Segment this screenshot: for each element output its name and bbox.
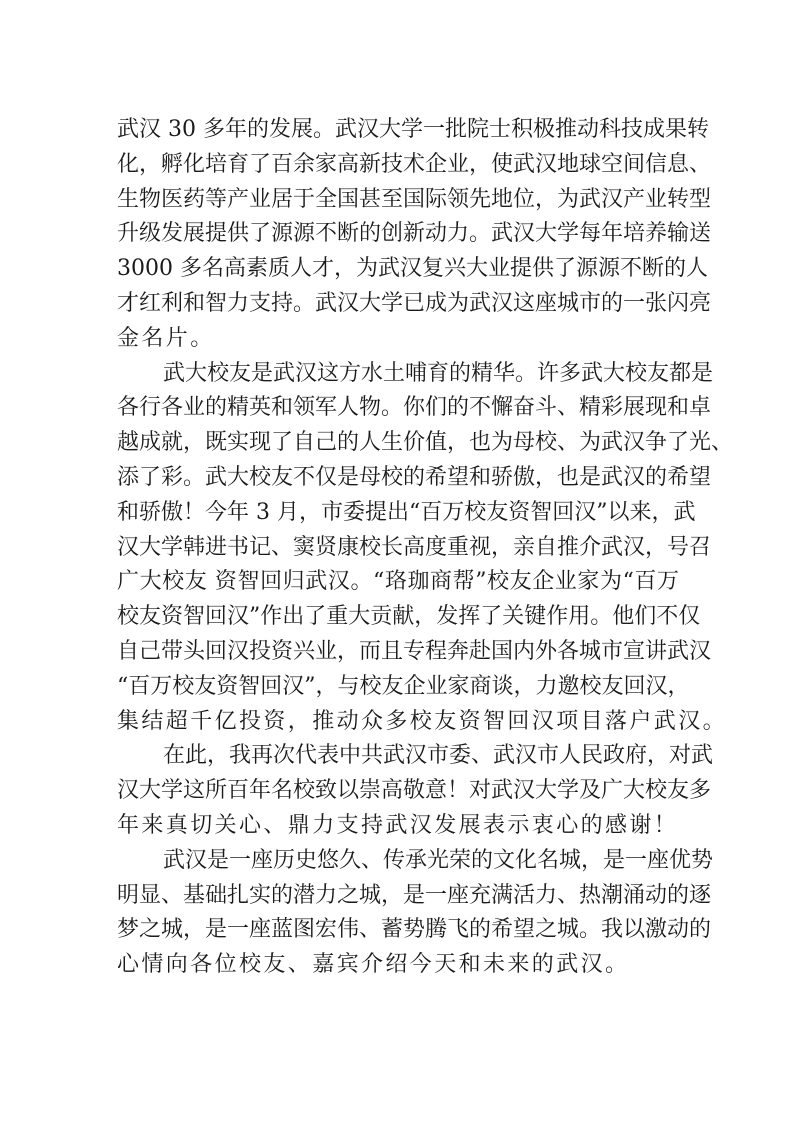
paragraph	[117, 357, 734, 740]
text-line: 越成就，既实现了自己的人生价值，也为母校、为武汉争了光、	[117, 430, 734, 456]
text-line: 武汉是一座历史悠久、传承光荣的文化名城，是一座优势	[163, 847, 714, 873]
document-page	[117, 113, 734, 983]
text-line: 年来真切关心、鼎力支持武汉发展表示衷心的感谢！	[117, 812, 679, 838]
text-line: 自己带头回汉投资兴业，而且专程奔赴国内外各城市宣讲武汉	[117, 638, 712, 664]
text-line: 汉大学这所百年名校致以崇高敬意！对武汉大学及广大校友多	[117, 778, 712, 804]
text-line: 升级发展提供了源源不断的创新动力。武汉大学每年培养输送	[117, 221, 712, 247]
text-line: 添了彩。武大校友不仅是母校的希望和骄傲，也是武汉的希望	[117, 464, 712, 490]
text-line: 才红利和智力支持。武汉大学已成为武汉这座城市的一张闪亮	[117, 290, 712, 316]
text-line: 各行各业的精英和领军人物。你们的不懈奋斗、精彩展现和卓	[117, 395, 712, 421]
text-line: 生物医药等产业居于全国甚至国际领先地位，为武汉产业转型	[117, 186, 712, 212]
text-line: 集结超千亿投资，推动众多校友资智回汉项目落户武汉。	[117, 708, 728, 734]
text-line: 化，孵化培育了百余家高新技术企业，使武汉地球空间信息、	[117, 151, 712, 177]
paragraph	[117, 739, 714, 843]
text-line: 在此，我再次代表中共武汉市委、武汉市人民政府，对武	[163, 743, 714, 769]
paragraph	[117, 113, 712, 357]
paragraph	[117, 844, 714, 983]
text-line: 广大校友 资智回归武汉。“珞珈商帮”校友企业家为“百万	[117, 569, 679, 595]
text-line: 明显、基础扎实的潜力之城，是一座充满活力、热潮涌动的逐	[117, 882, 712, 908]
text-line: 武大校友是武汉这方水土哺育的精华。许多武大校友都是	[163, 360, 714, 386]
text-line: 梦之城，是一座蓝图宏伟、蓄势腾飞的希望之城。我以激动的	[117, 917, 712, 943]
text-line: 汉大学韩进书记、窦贤康校长高度重视，亲自推介武汉，号召	[117, 534, 712, 560]
text-line: 3000 多名高素质人才，为武汉复兴大业提供了源源不断的人	[117, 256, 708, 282]
text-line: 武汉 30 多年的发展。武汉大学一批院士积极推动科技成果转	[117, 117, 709, 142]
text-line: 金名片。	[117, 325, 215, 351]
text-line: 心情向各位校友、嘉宾介绍今天和未来的武汉。	[117, 952, 630, 978]
text-line: “百万校友资智回汉”，与校友企业家商谈，力邀校友回汉，	[117, 673, 690, 699]
text-line: 校友资智回汉”作出了重大贡献，发挥了关键作用。他们不仅	[117, 604, 701, 630]
text-line: 和骄傲！今年 3 月，市委提出“百万校友资智回汉”以来，武	[117, 499, 696, 525]
